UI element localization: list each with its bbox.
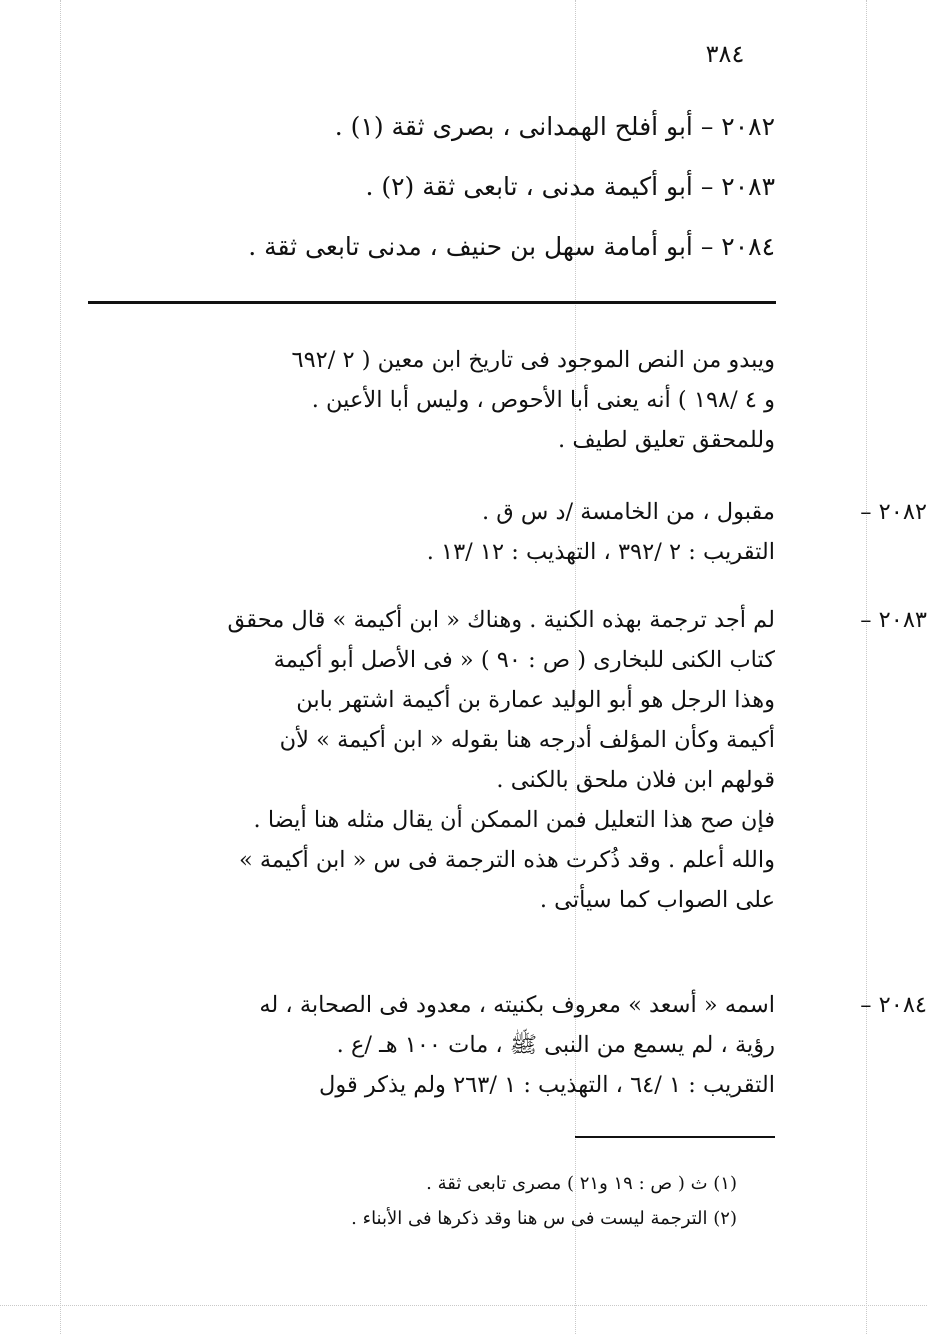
note-line: والله أعلم . وقد ذُكرت هذه الترجمة فى س « ابن أكيمة » [238, 847, 775, 873]
bio-entry-2082: ٢٠٨٢ – أبو أفلح الهمدانى ، بصرى ثقة (١) . [334, 112, 775, 141]
note-line: وهذا الرجل هو أبو الوليد عمارة بن أكيمة اشتهر بابن [296, 687, 775, 713]
note-line: قولهم ابن فلان ملحق بالكنى . [496, 767, 775, 793]
scan-guide-line [866, 0, 867, 1334]
notes-separator-rule [88, 301, 776, 304]
footnote-separator-rule [575, 1136, 775, 1138]
page-number: ٣٨٤ [705, 40, 745, 68]
notes-intro-line: ويبدو من النص الموجود فى تاريخ ابن معين ( ٢ /٦٩٢ [291, 347, 775, 373]
note-line: التقريب : ١ /٦٤ ، التهذيب : ١ /٢٦٣ ولم يذكر قول [319, 1072, 775, 1098]
note-number: ٢٠٨٤ – [860, 992, 927, 1018]
scan-guide-line [0, 1305, 927, 1306]
note-number: ٢٠٨٢ – [860, 499, 927, 525]
bio-text: أبو أمامة سهل بن حنيف ، مدنى تابعى ثقة . [248, 232, 693, 261]
note-line: رؤية ، لم يسمع من النبى ﷺ ، مات ١٠٠ هـ /ع . [336, 1032, 775, 1058]
note-number: ٢٠٨٣ – [860, 607, 927, 633]
footnote-2: (٢) الترجمة ليست فى س هنا وقد ذكرها فى الأبناء . [351, 1208, 737, 1229]
bio-entry-2084: ٢٠٨٤ – أبو أمامة سهل بن حنيف ، مدنى تابعى ثقة . [248, 232, 775, 261]
footnote-1: (١) ث ( ص : ١٩ و٢١ ) مصرى تابعى ثقة . [426, 1173, 737, 1194]
note-line: اسمه « أسعد » معروف بكنيته ، معدود فى الصحابة ، له [259, 992, 775, 1018]
note-line: لم أجد ترجمة بهذه الكنية . وهناك « ابن أكيمة » قال محقق [227, 607, 775, 633]
note-line: فإن صح هذا التعليل فمن الممكن أن يقال مثله هنا أيضا . [253, 807, 775, 833]
notes-intro [55, 340, 775, 460]
note-2082 [55, 492, 927, 572]
bio-number: ٢٠٨٢ [721, 112, 775, 141]
note-line: على الصواب كما سيأتى . [539, 887, 775, 913]
note-line: أكيمة وكأن المؤلف أدرجه هنا بقوله « ابن أكيمة » لأن [279, 727, 775, 753]
note-2084 [55, 985, 927, 1105]
bio-number: ٢٠٨٤ [721, 232, 775, 261]
notes-intro-line: و ٤ /١٩٨ ) أنه يعنى أبا الأحوص ، وليس أبا الأعين . [311, 387, 775, 413]
note-line: مقبول ، من الخامسة /د س ق . [481, 499, 775, 525]
note-line: كتاب الكنى للبخارى ( ص : ٩٠ ) « فى الأصل أبو أكيمة [273, 647, 775, 673]
bio-text: أبو أكيمة مدنى ، تابعى ثقة (٢) . [365, 172, 693, 201]
bio-number: ٢٠٨٣ [721, 172, 775, 201]
bio-text: أبو أفلح الهمدانى ، بصرى ثقة (١) . [334, 112, 693, 141]
note-2083 [55, 600, 927, 920]
notes-intro-line: وللمحقق تعليق لطيف . [558, 427, 775, 453]
bio-entry-2083: ٢٠٨٣ – أبو أكيمة مدنى ، تابعى ثقة (٢) . [365, 172, 775, 201]
note-line: التقريب : ٢ /٣٩٢ ، التهذيب : ١٢ /١٣ . [426, 539, 775, 565]
